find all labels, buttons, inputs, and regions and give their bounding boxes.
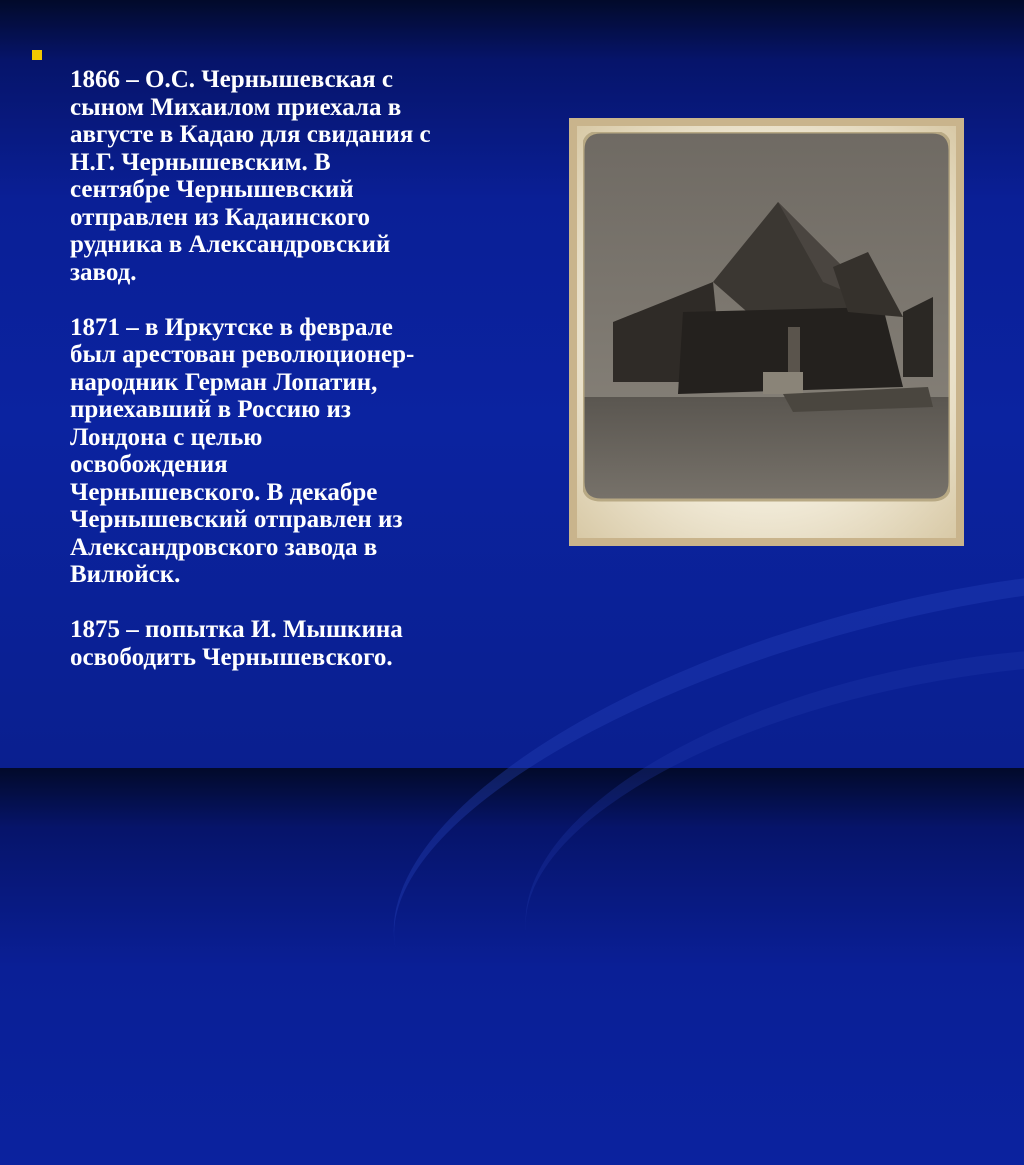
photo-ground	[583, 397, 950, 500]
paragraph-1871: 1871 – в Иркутске в феврале был арестован революционер- народник Герман Лопатин, приехавший в Россию из Лондона с целью освобождения Чернышевского. В декабре Чернышевский отправлен из Александровского завода в Вилюйск.	[70, 313, 415, 588]
house-photo-image	[583, 132, 950, 532]
paragraph-1866: 1866 – О.С. Чернышевская с сыном Михаилом приехала в августе в Кадаю для свидания с Н.Г. Чернышевским. В сентябре Чернышевский отправлен из Кадаинского рудника в Александровский завод.	[70, 66, 431, 286]
slide-text	[70, 66, 490, 699]
fence-gate	[763, 372, 803, 394]
bullet-icon	[32, 50, 42, 60]
paragraph-1875: 1875 – попытка И. Мышкина освободить Чернышевского.	[70, 616, 403, 671]
background-swoosh	[492, 585, 1024, 1133]
house-photo	[569, 118, 964, 546]
